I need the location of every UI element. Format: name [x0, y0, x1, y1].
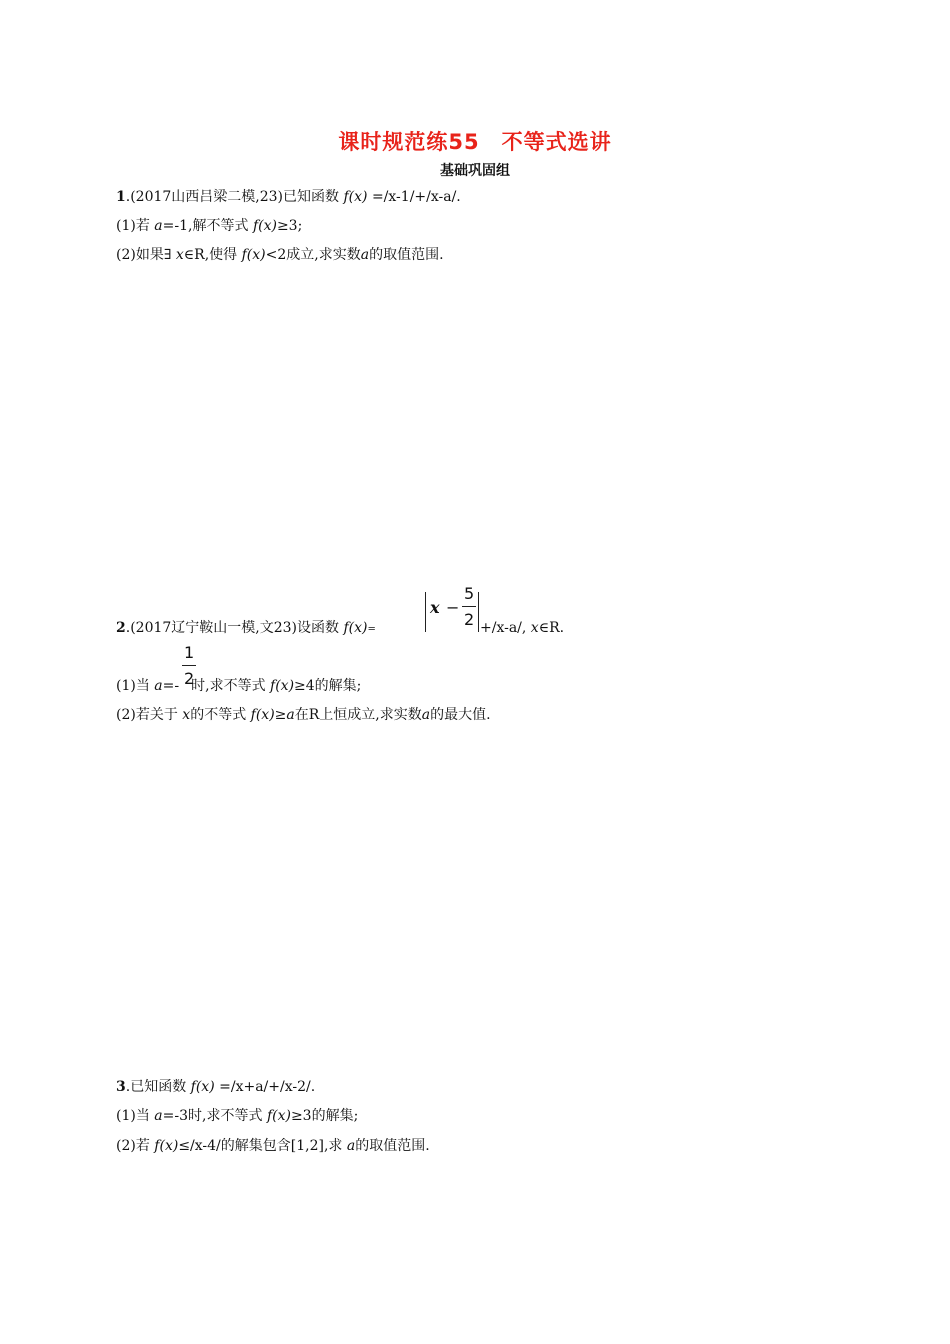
part-text: =-1,解不等式	[162, 218, 249, 234]
part-text: =-	[162, 678, 180, 694]
part-label: (1)当	[116, 678, 150, 694]
function-name: f(x)	[266, 1108, 291, 1124]
part-label: (2)若关于	[116, 707, 178, 723]
function-expression: +/x-a/,	[480, 620, 527, 636]
part-text: ∈R,使得	[183, 247, 238, 263]
part-text: 的取值范围.	[355, 1138, 430, 1154]
part-text: 在R上恒成立,求实数	[294, 707, 422, 723]
problem-source: .(2017辽宁鞍山一模,文23)设函数	[125, 620, 340, 636]
function-name: f(x)	[154, 1138, 179, 1154]
function-name: f(x)	[343, 620, 368, 636]
function-name: f(x)	[241, 247, 266, 263]
function-name: f(x)	[252, 218, 277, 234]
part-text: 的取值范围.	[369, 247, 444, 263]
function-expression: =/x+a/+/x-2/.	[219, 1079, 316, 1095]
part-label: (1)若	[116, 218, 150, 234]
variable: a	[346, 1138, 356, 1154]
problem-number: 3	[116, 1079, 126, 1095]
part-text: =-3时,求不等式	[162, 1108, 263, 1124]
page-title: 课时规范练55 不等式选讲	[338, 130, 612, 154]
problem-1-stem	[116, 188, 461, 206]
variable: x	[530, 620, 539, 636]
equals-sign: =	[367, 624, 376, 635]
domain-text: ∈R.	[538, 620, 565, 636]
section-title: 基础巩固组	[440, 163, 510, 179]
abs-bar-right	[478, 592, 479, 632]
variable: a	[154, 1108, 163, 1124]
part-text: ≥	[274, 707, 287, 723]
problem-3-part-1	[116, 1107, 358, 1125]
part-text: 时,求不等式	[191, 678, 266, 694]
part-text: ≥3;	[276, 218, 303, 234]
problem-source: .已知函数	[125, 1079, 187, 1095]
fraction-bar	[182, 665, 196, 666]
fraction-denominator: 2	[184, 669, 195, 688]
function-expression: =/x-1/+/x-a/.	[371, 189, 461, 205]
part-text: 的不等式	[190, 707, 247, 723]
problem-3-stem	[116, 1078, 315, 1096]
part-text: ≤/x-4/的解集包含[1,2],求	[178, 1138, 343, 1154]
fraction-numerator: 1	[184, 643, 195, 662]
problem-2-stem-tail	[480, 619, 564, 637]
variable: a	[286, 707, 295, 723]
variable: a	[421, 707, 431, 723]
variable: x	[175, 247, 184, 263]
problem-source: .(2017山西吕梁二模,23)已知函数	[125, 189, 340, 205]
problem-2-part-2	[116, 706, 491, 724]
abs-bar-left	[425, 592, 426, 632]
part-text: 的最大值.	[430, 707, 491, 723]
variable: a	[154, 218, 163, 234]
problem-2-stem	[116, 619, 376, 639]
part-text: ≥3的解集;	[290, 1108, 359, 1124]
function-name: f(x)	[190, 1079, 215, 1095]
variable: a	[154, 678, 163, 694]
variable: x	[182, 707, 191, 723]
part-label: (2)如果∃	[116, 247, 172, 263]
part-text: <2成立,求实数	[265, 247, 361, 263]
problem-1-part-2	[116, 246, 444, 264]
problem-number: 2	[116, 620, 126, 636]
part-label: (1)当	[116, 1108, 150, 1124]
abs-minus: −	[446, 598, 460, 617]
problem-2-part-1	[116, 677, 361, 695]
fraction-bar	[462, 606, 476, 607]
problem-3-part-2	[116, 1137, 430, 1155]
fraction-numerator: 5	[464, 584, 475, 603]
part-label: (2)若	[116, 1138, 150, 1154]
function-name: f(x)	[343, 189, 368, 205]
problem-1-part-1	[116, 217, 302, 235]
function-name: f(x)	[250, 707, 275, 723]
problem-number: 1	[116, 189, 126, 205]
abs-variable: x	[430, 598, 440, 617]
part-text: ≥4的解集;	[294, 678, 362, 694]
function-name: f(x)	[270, 678, 295, 694]
variable: a	[360, 247, 370, 263]
fraction-denominator: 2	[464, 610, 475, 629]
